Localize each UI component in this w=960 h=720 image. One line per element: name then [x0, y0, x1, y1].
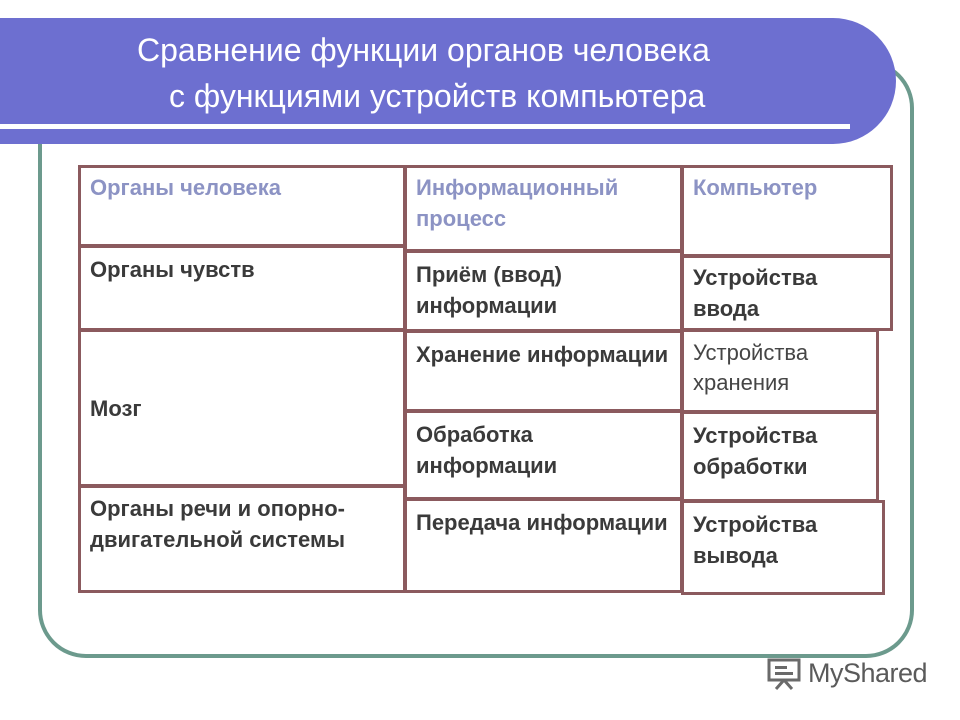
- cell-label: Устройства обработки: [693, 423, 818, 479]
- cell-input-information: [404, 250, 683, 332]
- cell-label: Приём (ввод) информации: [416, 262, 562, 318]
- cell-label: Передача информации: [416, 510, 668, 535]
- cell-processing-devices: [681, 411, 879, 502]
- cell-input-devices: [681, 255, 893, 331]
- header-label: Органы человека: [90, 175, 281, 200]
- cell-label: Мозг: [90, 395, 142, 421]
- cell-label: Органы речи и опорно-двигательной системы: [90, 496, 346, 552]
- header-label: Компьютер: [693, 175, 818, 200]
- cell-storage-information: [404, 330, 683, 412]
- presentation-icon: [766, 656, 804, 690]
- cell-label: Органы чувств: [90, 257, 255, 282]
- cell-output-devices: [681, 500, 885, 595]
- cell-label: Устройства хранения: [693, 340, 809, 395]
- watermark: [766, 656, 927, 690]
- slide-title-line-1: Сравнение функции органов человека: [137, 32, 710, 68]
- slide-title-line-2: с функциями устройств компьютера: [169, 78, 706, 114]
- header-label: Информационный процесс: [416, 175, 619, 231]
- cell-transfer-information: [404, 498, 683, 593]
- watermark-text: MyShared: [808, 657, 928, 688]
- cell-label: Устройства ввода: [693, 265, 818, 321]
- cell-sense-organs: [78, 245, 406, 331]
- header-human-organs: [78, 165, 406, 247]
- cell-label: Хранение информации: [416, 342, 669, 367]
- cell-storage-devices: [681, 329, 879, 413]
- cell-speech-motor-organs: [78, 485, 406, 593]
- cell-label: Устройства вывода: [693, 512, 818, 568]
- cell-brain: [78, 329, 406, 487]
- title-underline: [0, 124, 850, 129]
- header-computer: [681, 165, 893, 257]
- cell-label: Обработка информации: [416, 422, 558, 478]
- cell-processing-information: [404, 410, 683, 500]
- header-information-process: [404, 165, 683, 252]
